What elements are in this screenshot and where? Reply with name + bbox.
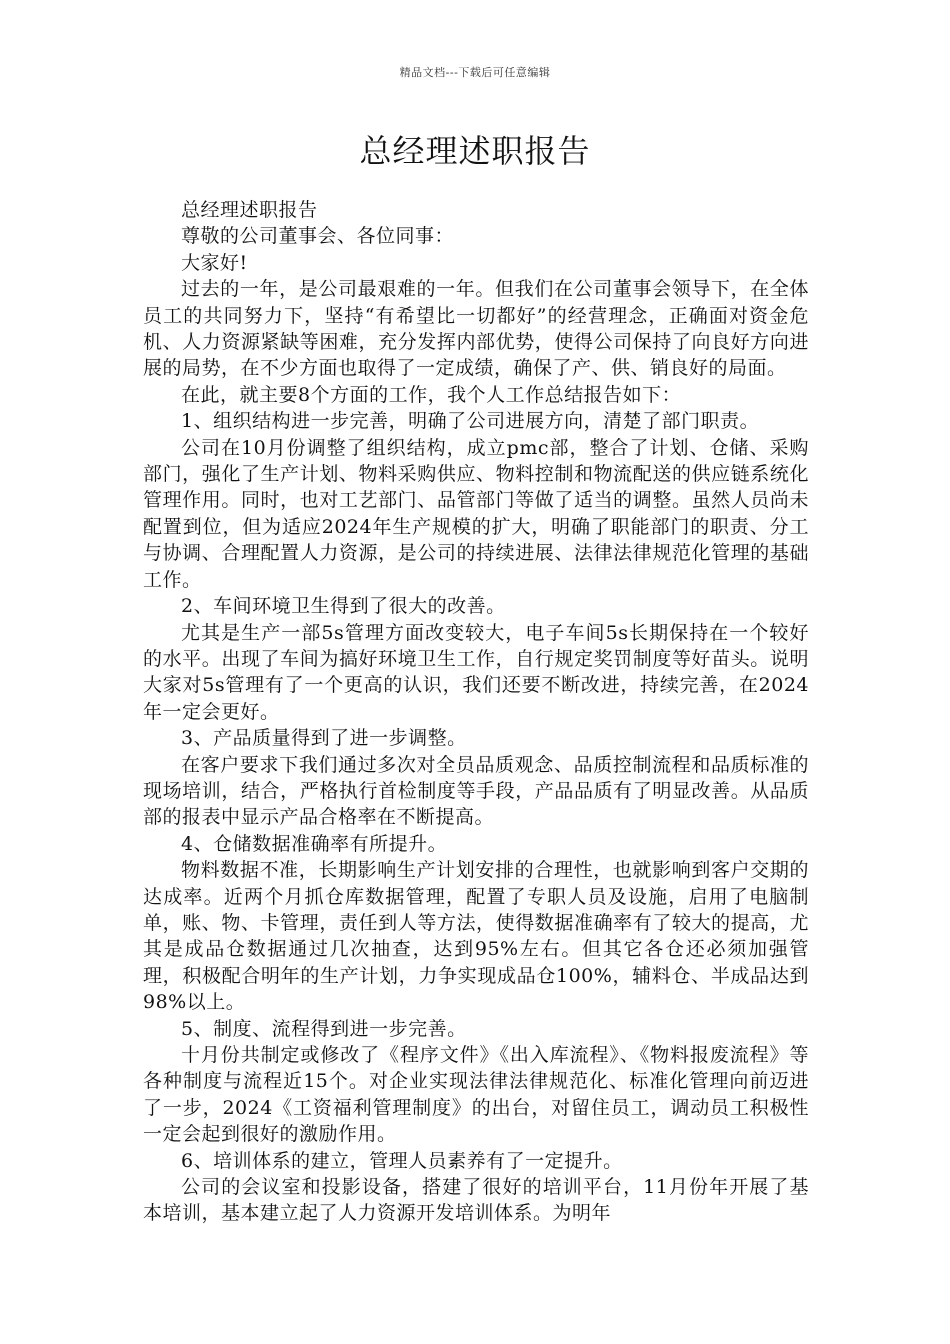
- salutation: 尊敬的公司董事会、各位同事：: [181, 225, 455, 248]
- paragraph: 过去的一年，是公司最艰难的一年。但我们在公司董事会领导下，在全体员工的共同努力下，坚持“有希望比一切都好”的经营理念，正确面对资金危机、人力资源紧缺等困难，充分发挥内部优势，使得公司保持了向良好方向进展的局势，在不少方面也取得了一定成绩，确保了产、供、销良好的局面。: [143, 278, 809, 380]
- section-heading: 4、仓储数据准确率有所提升。: [181, 832, 448, 855]
- document-body: [143, 197, 809, 1227]
- section-heading: 5、制度、流程得到进一步完善。: [181, 1017, 467, 1040]
- page-header: 精品文档---下载后可任意编辑: [399, 66, 551, 79]
- section-heading: 2、车间环境卫生得到了很大的改善。: [181, 595, 506, 618]
- section-heading: 3、产品质量得到了进一步调整。: [181, 727, 467, 750]
- paragraph: 公司的会议室和投影设备，搭建了很好的培训平台，11月份年开展了基本培训，基本建立起了人力资源开发培训体系。为明年: [143, 1176, 809, 1225]
- paragraph: 在客户要求下我们通过多次对全员品质观念、品质控制流程和品质标准的现场培训，结合，严格执行首检制度等手段，产品品质有了明显改善。从品质部的报表中显示产品合格率在不断提高。: [143, 753, 809, 829]
- paragraph: 公司在10月份调整了组织结构，成立pmc部，整合了计划、仓储、采购部门，强化了生产计划、物料采购供应、物料控制和物流配送的供应链系统化管理作用。同时，也对工艺部门、品管部门等做了适当的调整。虽然人员尚未配置到位，但为适应2024年生产规模的扩大，明确了职能部门的职责、分工与协调、合理配置人力资源，是公司的持续进展、法律法律规范化管理的基础工作。: [143, 436, 809, 591]
- paragraph: 物料数据不准，长期影响生产计划安排的合理性，也就影响到客户交期的达成率。近两个月抓仓库数据管理，配置了专职人员及设施，启用了电脑制单，账、物、卡管理，责任到人等方法，使得数据准确率有了较大的提高，尤其是成品仓数据通过几次抽查，达到95%左右。但其它各仓还必须加强管理，积极配合明年的生产计划，力争实现成品仓100%，辅料仓、半成品达到98%以上。: [143, 859, 809, 1014]
- paragraph: 在此，就主要8个方面的工作，我个人工作总结报告如下：: [181, 383, 682, 406]
- paragraph: 总经理述职报告: [181, 199, 318, 221]
- paragraph: 十月份共制定或修改了《程序文件》《出入库流程》、《物料报废流程》等各种制度与流程近15个。对企业实现法律法律规范化、标准化管理向前迈进了一步，2024《工资福利管理制度》的出台，对留住员工，调动员工积极性一定会起到很好的激励作用。: [143, 1044, 809, 1146]
- section-heading: 6、培训体系的建立，管理人员素养有了一定提升。: [181, 1149, 623, 1172]
- document-title: 总经理述职报告: [359, 132, 591, 170]
- greeting: 大家好!: [181, 251, 248, 274]
- section-heading: 1、组织结构进一步完善，明确了公司进展方向，清楚了部门职责。: [181, 410, 760, 433]
- paragraph: 尤其是生产一部5s管理方面改变较大，电子车间5s长期保持在一个较好的水平。出现了车间为搞好环境卫生工作，自行规定奖罚制度等好苗头。说明大家对5s管理有了一个更高的认识，我们还要不断改进，持续完善，在2024年一定会更好。: [143, 621, 809, 723]
